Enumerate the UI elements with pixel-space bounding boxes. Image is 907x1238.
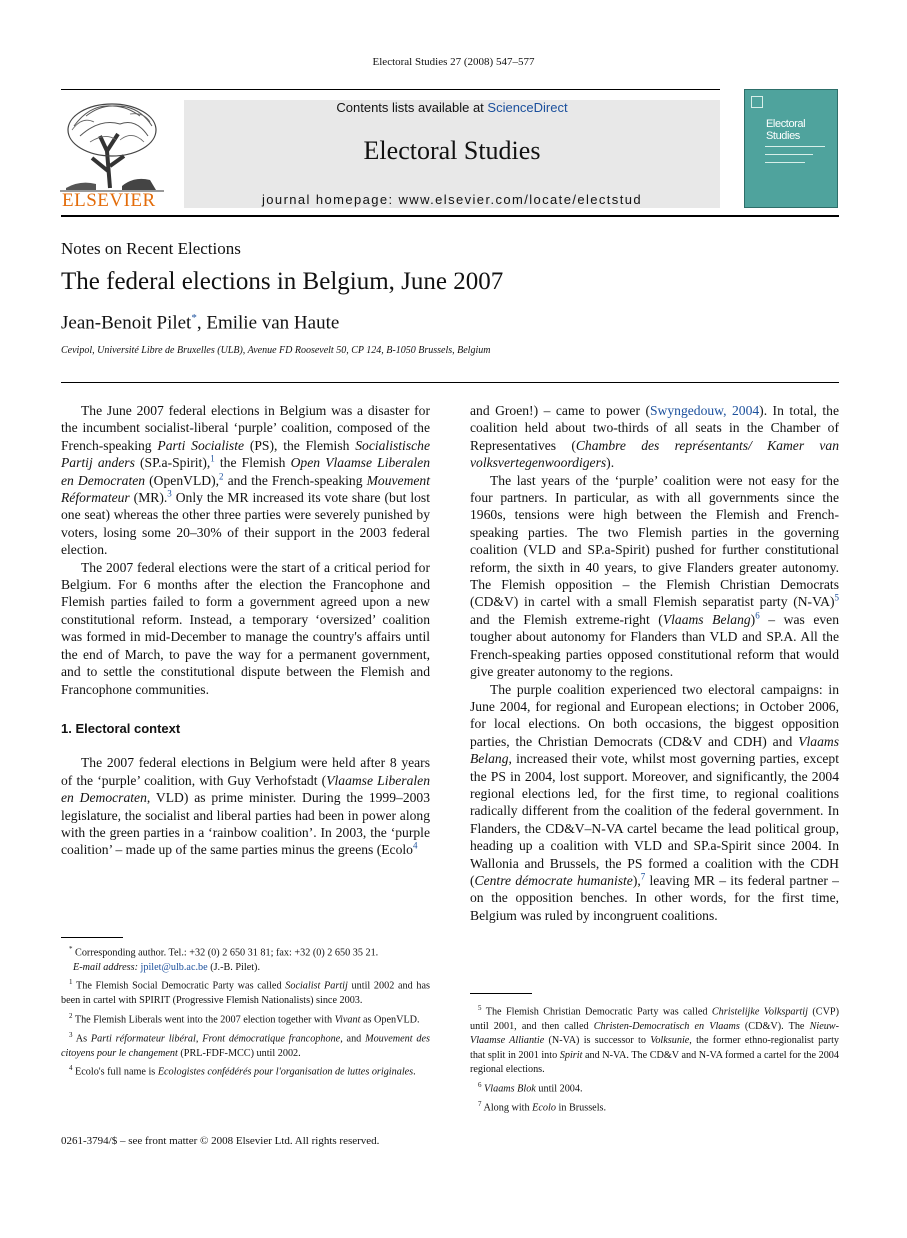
contents-line <box>184 100 720 115</box>
email-label: E-mail address: <box>73 961 141 973</box>
journal-name: Electoral Studies <box>363 136 541 165</box>
elsevier-wordmark: ELSEVIER <box>62 190 156 211</box>
author-name: Emilie van Haute <box>206 312 340 334</box>
cover-emblem-icon <box>751 96 763 108</box>
sciencedirect-link[interactable]: ScienceDirect <box>487 100 568 115</box>
cover-title <box>766 118 832 142</box>
journal-homepage[interactable]: journal homepage: www.elsevier.com/locate/electstud <box>262 192 642 207</box>
corresponding-author-mark[interactable]: * <box>191 312 197 324</box>
affiliation: Cevipol, Université Libre de Bruxelles (ULB), Avenue FD Roosevelt 50, CP 124, B-1050 Brussels, Belgium <box>61 345 491 356</box>
email-link[interactable]: jpilet@ulb.ac.be <box>140 961 208 973</box>
running-head: Electoral Studies 27 (2008) 547–577 <box>372 56 535 68</box>
cover-rule <box>765 154 813 155</box>
paragraph: The last years of the ‘purple’ coalition were not easy for the four partners. In particular, as with all governments since the 1960s, tensions were high between the Flemish and French-speaking parties. The two Flemish parties in the governing coalition (VLD and SP.a-Spirit) pushed for further constitutional reform, the sixth in 40 years, to give Flanders greater autonomy. The Flemish opposition – the Flemish Christian Democrats (CD&V) in cartel with a small Flemish separatist party $(N-VA)^5$ and the Flemish extreme-right (Vlaams Belang)$^6$ – was even tougher about autonomy for Flanders than VLD and SP.A. All the French-speaking parties opposed constitutional reform that would give greater autonomy to the regions. <box>470 472 840 680</box>
cover-rule <box>765 146 825 147</box>
paragraph: The June 2007 federal elections in Belgium was a disaster for the incumbent socialist-liberal ‘purple’ coalition, composed of the French-speaking Parti Socialiste (PS), the Flemish Socialistische Partij anders (SP.a-Spirit),$^1$ the Flemish Open Vlaamse Liberalen en Democraten (OpenVLD),$^2$ and the French-speaking Mouvement Réformateur (MR).$^3$ Only the MR increased its vote share (but lost one seat) whereas the other three parties were severely punished by voters, losing some 20–30% of their support in the 2003 federal election. <box>61 403 431 558</box>
cover-title-line: Studies <box>766 130 800 142</box>
footnote: $^6$ Vlaams Blok until 2004. <box>478 1080 583 1095</box>
author-list <box>61 312 339 334</box>
footnote: $^5$ The Flemish Christian Democratic Party was called Christelijke Volkspartij (CVP) until 2001, and then called Christen-Democratisch en Vlaams (CD&V). The Nieuw-Vlaamse Alliantie (N-VA) is successor to Volksunie, the former ethno-regionalist party that split in 2001 into Spirit and N-VA. The CD&V and N-VA formed a cartel for the 2004 regional elections. <box>470 1004 840 1076</box>
footnote: $^4$ Ecolo's full name is Ecologistes confédérés pour l'organisation de luttes originales. <box>69 1064 416 1078</box>
footnote: * Corresponding author. Tel.: +32 (0) 2 650 31 81; fax: +32 (0) 2 650 35 21. <box>69 945 379 959</box>
paragraph: The 2007 federal elections were the start of a critical period for Belgium. For 6 months after the election the Francophone and Flemish parties failed to form a government agreed upon a new constitutional reform. Instead, a temporary ‘oversized’ coalition was formed in mid-December to manage the country's affairs until the end of March, to pave the way for a permanent government, and to settle the constitutional dispute between the Flemish and Francophone communities. <box>61 559 430 697</box>
body-rule <box>61 382 839 383</box>
cover-rule <box>765 162 805 163</box>
author-separator: , <box>196 312 207 334</box>
paragraph: The purple coalition experienced two electoral campaigns: in June 2004, for regional and European elections; in October 2006, for local elections. On both occasions, the biggest opposition parties, the Christian Democrats (CD&V and CDH) and Vlaams Belang, increased their vote, whilst most governing parties, except the PS in 2004, lost support. Moreover, and significantly, the 2004 regional elections led, for the first time, to regional coalitions radically different from the coalition of the federal government. In Flanders, the CD&V–N-VA cartel became the lead political group, heading up a coalition with VLD and SP.a-Spirit since 2004. In Wallonia and Brussels, the PS formed a coalition with the CDH (Centre démocrate humaniste),$^7$ leaving MR – its federal partner – on the opposition benches. In other words, for the first time, Belgium was ruled by incongruent coalitions. <box>470 681 839 923</box>
header-rule-bottom <box>61 215 839 217</box>
author-name: Jean-Benoit Pilet <box>61 312 192 334</box>
footnotes-left <box>61 942 430 1080</box>
elsevier-logo[interactable] <box>60 96 164 214</box>
email-suffix: (J.-B. Pilet). <box>207 961 260 973</box>
footnote: $^2$ The Flemish Liberals went into the 2007 election together with Vivant as OpenVLD. <box>69 1011 420 1026</box>
citation-link[interactable]: Swyngedouw, 2004 <box>649 403 760 418</box>
paragraph: and Groen!) – came to power (Swyngedouw, 2004). In total, the coalition held about two-thirds of all seats in the Chamber of Representatives (Chambre des représentants/ Kamer van volksvertegenwoordigers). <box>470 403 839 471</box>
header-rule-top <box>61 89 720 90</box>
journal-cover[interactable] <box>744 89 838 208</box>
section-heading: 1. Electoral context <box>61 720 181 736</box>
footnote-rule <box>470 993 532 994</box>
footnote <box>61 961 430 976</box>
body-column-right <box>470 402 839 924</box>
copyright-line: 0261-3794/$ – see front matter © 2008 Elsevier Ltd. All rights reserved. <box>61 1135 380 1147</box>
footnote: $^1$ The Flemish Social Democratic Party was called Socialist Partij until 2002 and has been in cartel with SPIRIT (Progressive Flemish Nationalists) since 2003. <box>61 978 430 1007</box>
footnote: $^3$ As Parti réformateur libéral, Front démocratique francophone, and Mouvement des citoyens pour le changement (PRL-FDF-MCC) until 2002. <box>61 1030 430 1059</box>
body-column-left <box>61 402 430 859</box>
footnote: $^7$ Along with Ecolo in Brussels. <box>478 1099 607 1114</box>
article-title: The federal elections in Belgium, June 2007 <box>61 268 504 295</box>
corresponding-note: Corresponding author. Tel.: +32 (0) 2 650 31 81; fax: +32 (0) 2 650 35 21. <box>75 947 379 959</box>
cover-title-line: Electoral <box>766 118 806 130</box>
section-kind: Notes on Recent Elections <box>61 239 241 258</box>
footnotes-right <box>470 1001 839 1116</box>
paragraph: The 2007 federal elections in Belgium were held after 8 years of the ‘purple’ coalition, with Guy Verhofstadt (Vlaamse Liberalen en Democraten, VLD) as prime minister. During the 1999–2003 legislature, the socialist and liberal parties had been in power along with the green parties in a ‘rainbow coalition’. In 2003, the ‘purple coalition’ – made up of the same parties minus the greens (Ecolo$^4$ <box>61 755 431 858</box>
footnote-rule <box>61 937 123 938</box>
contents-prefix: Contents lists available at <box>336 100 488 115</box>
